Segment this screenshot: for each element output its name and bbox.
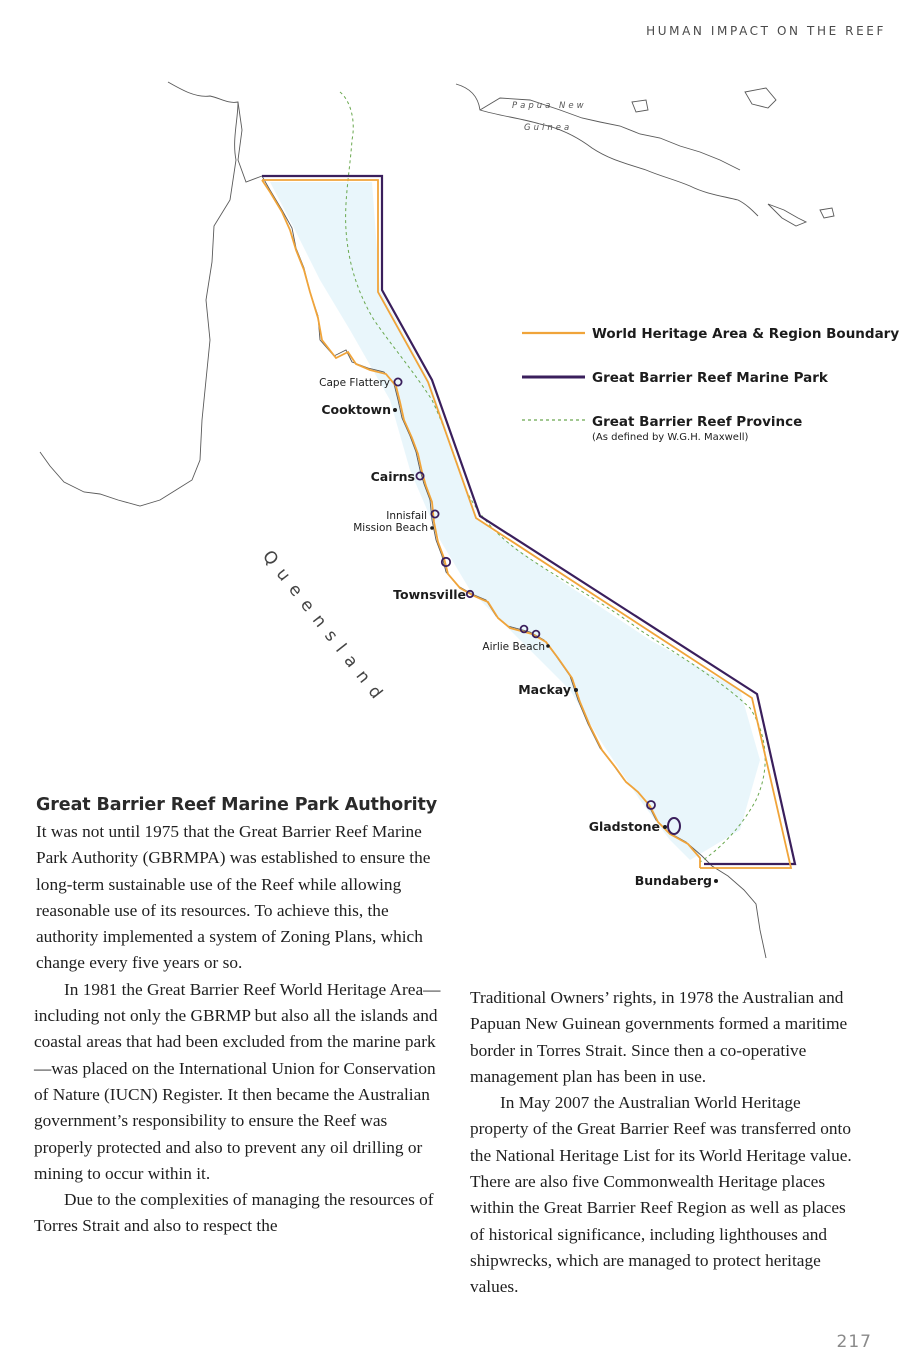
- legend-province: Great Barrier Reef Province: [592, 414, 803, 430]
- legend-world-heritage: World Heritage Area & Region Boundary: [592, 326, 900, 342]
- paragraph-4: In May 2007 the Australian World Heritage property of the Great Barrier Reef was transferred onto the National Heritage List for its World Heritage value. There are also five Commonwealth Heritage places within the Great Barrier Reef Region as well as places of historical significance, including lighthouses and shipwrecks, which are managed to protect heritage values.: [470, 1093, 852, 1297]
- map-legend: [522, 326, 899, 443]
- paragraph-1: It was not until 1975 that the Great Barrier Reef Marine Park Authority (GBRMPA) was established to ensure the long-term sustainable use of the Reef while allowing reasonable use of its resources. To achieve this, the authority implemented a system of Zoning Plans, which change every five years or so.: [36, 822, 431, 973]
- paragraph-2: In 1981 the Great Barrier Reef World Heritage Area—including not only the GBRMP but also all the islands and coastal areas that had been excluded from the marine park—was placed on the International Union for Conservation of Nature (IUCN) Register. It then became the Australian government’s responsibility to ensure the Reef was properly protected and also to prevent any oil drilling or mining to occur within it.: [34, 979, 441, 1183]
- reef-shading: [270, 182, 760, 860]
- airlie-beach-marker: [546, 644, 550, 648]
- label-innisfail: Innisfail: [386, 510, 427, 522]
- gladstone-marker: [663, 825, 667, 829]
- png-coastline: [456, 84, 758, 216]
- paragraph-3-continued: Traditional Owners’ rights, in 1978 the Australian and Papuan New Guinean governments formed a maritime border in Torres Strait. Since then a co-operative management plan has been in use.: [470, 988, 848, 1086]
- text-column-left: [30, 795, 442, 1240]
- label-cape-flattery: Cape Flattery: [319, 377, 390, 389]
- section-heading: Great Barrier Reef Marine Park Authority: [36, 795, 438, 815]
- label-mission-beach: Mission Beach: [353, 522, 428, 534]
- text-column-right: [470, 985, 862, 1301]
- gulf-coastline: [40, 102, 238, 506]
- label-cairns: Cairns: [370, 469, 415, 484]
- label-airlie-beach: Airlie Beach: [482, 641, 545, 653]
- label-queensland: Queensland: [258, 546, 392, 710]
- png-island-2: [632, 100, 648, 112]
- paragraph-3: Due to the complexities of managing the resources of Torres Strait and also to respect the: [34, 1190, 434, 1236]
- cooktown-marker: [393, 408, 397, 412]
- label-guinea: Guinea: [524, 123, 573, 133]
- legend-marine-park: Great Barrier Reef Marine Park: [592, 370, 828, 386]
- label-townsville: Townsville: [393, 587, 466, 602]
- png-island-3: [768, 204, 806, 226]
- label-cooktown: Cooktown: [321, 402, 391, 417]
- label-mackay: Mackay: [518, 682, 571, 697]
- label-papua-new: Papua New: [512, 101, 587, 111]
- bundaberg-marker: [714, 879, 718, 883]
- page-number: 217: [836, 1332, 872, 1352]
- png-island-4: [820, 208, 834, 218]
- mission-beach-marker: [430, 526, 434, 530]
- running-head: HUMAN IMPACT ON THE REEF: [646, 24, 886, 38]
- mackay-marker: [574, 688, 578, 692]
- label-bundaberg: Bundaberg: [634, 873, 712, 888]
- label-gladstone: Gladstone: [588, 819, 660, 834]
- png-island-1: [745, 88, 776, 108]
- legend-province-note: (As defined by W.G.H. Maxwell): [592, 432, 749, 443]
